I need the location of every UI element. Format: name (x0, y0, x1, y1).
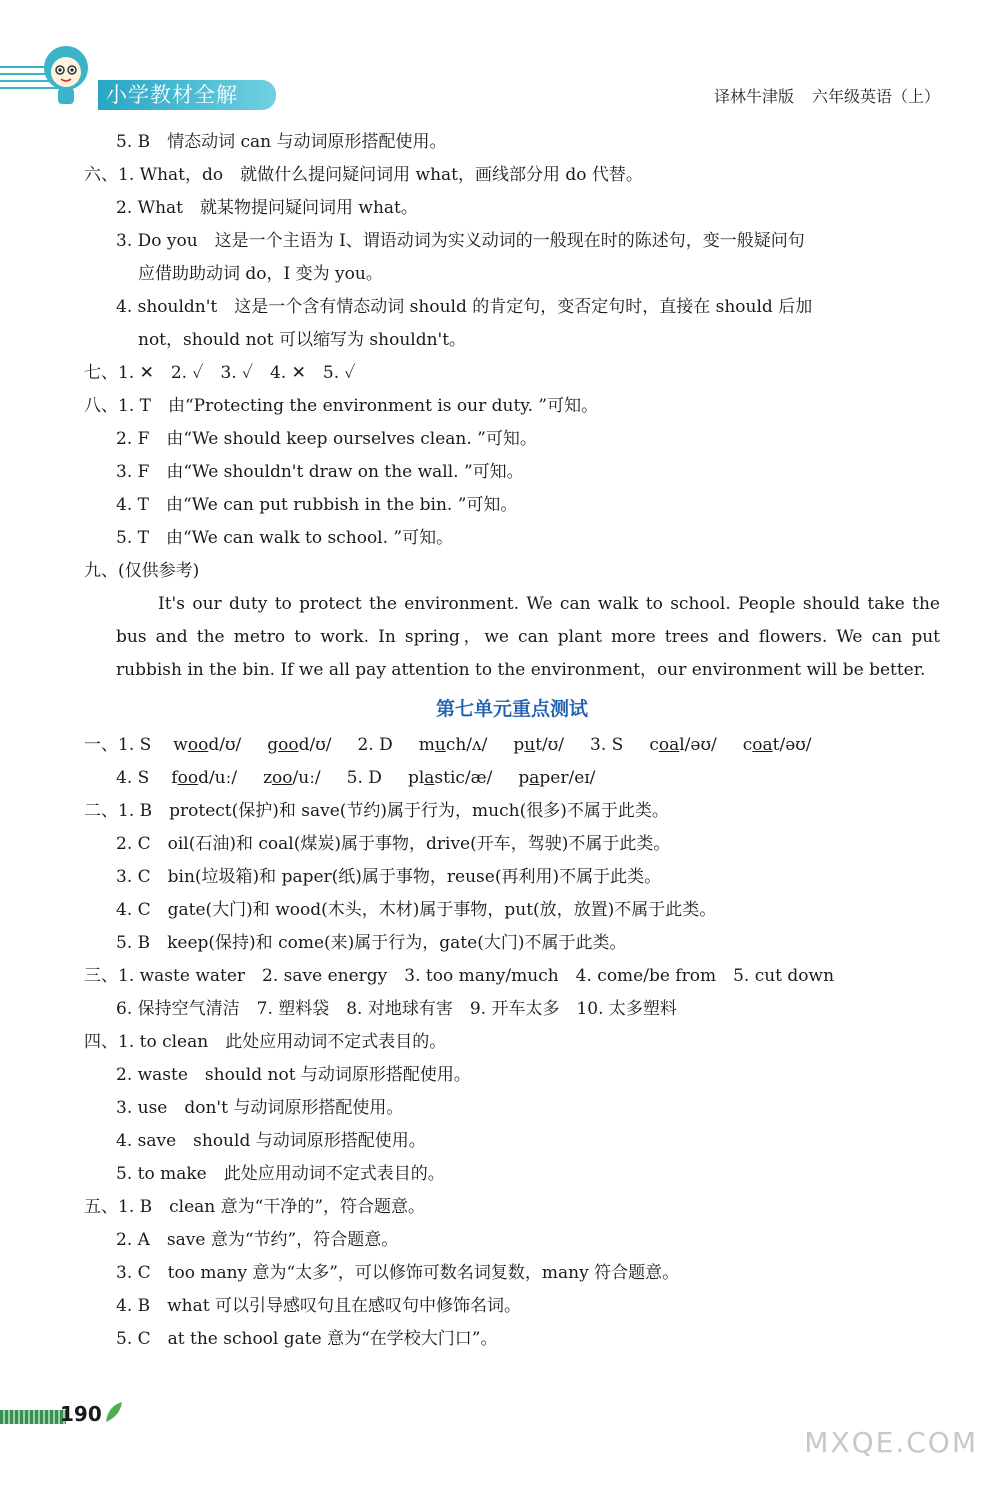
phonics-row-1-prefix: 一、1. S (84, 735, 152, 755)
watermark: MXQE.COM (804, 1426, 978, 1459)
phonics-word-start: p (518, 768, 530, 788)
phonics-word-start: pl (407, 768, 425, 788)
answer-line: 5. T 由“We can walk to school. ”可知。 (116, 528, 454, 548)
phonics-question-number: 3. S (590, 735, 624, 755)
phonics-row-2 (84, 762, 940, 795)
phonics-word-end: per/eɪ/ (539, 768, 596, 788)
phonics-word-end: stic/æ/ (434, 768, 493, 788)
answer-line: 5. to make 此处应用动词不定式表目的。 (116, 1164, 445, 1184)
answer-line: 九、(仅供参考) (84, 561, 200, 581)
mascot-icon (36, 40, 102, 110)
edition-label (696, 84, 940, 107)
grade-label: 六年级英语（上） (811, 87, 940, 106)
answer-line: 5. B 情态动词 can 与动词原形搭配使用。 (116, 132, 447, 152)
phonics-word-start: c (649, 735, 659, 755)
phonics-word-start: c (742, 735, 753, 755)
phonics-word (518, 768, 595, 788)
phonics-word-end: /uː/ (292, 768, 321, 788)
answer-line: 3. Do you 这是一个主语为 I、谓语动词为实义动词的一般现在时的陈述句，变一般疑问句 (116, 231, 805, 251)
answer-line: 七、1. ✕ 2. ✓ 3. ✓ 4. ✕ 5. ✓ (84, 363, 356, 383)
phonics-word (419, 735, 488, 755)
answer-line: 3. C bin(垃圾箱)和 paper(纸)属于事物，reuse(再利用)不属于此类。 (116, 867, 662, 887)
phonics-word (513, 735, 564, 755)
answer-line: 四、1. to clean 此处应用动词不定式表目的。 (84, 1032, 447, 1052)
answer-line: 5. B keep(保持)和 come(来)属于行为，gate(大门)不属于此类。 (116, 933, 627, 953)
phonics-word (408, 768, 492, 788)
answer-line: 2. waste should not 与动词原形搭配使用。 (116, 1065, 471, 1085)
phonics-word-start: f (171, 768, 178, 788)
phonics-question-number: 2. D (357, 735, 393, 755)
phonics-word (173, 735, 241, 755)
phonics-underlined-letters: u (524, 735, 536, 755)
phonics-word-end: l/əʊ/ (679, 735, 717, 755)
phonics-word (263, 768, 321, 788)
answer-line: 4. B what 可以引导感叹句且在感叹句中修饰名词。 (116, 1296, 521, 1316)
section-title: 第七单元重点测试 (435, 698, 588, 720)
answers-block-a (84, 126, 940, 588)
phonics-underlined-letters: oo (272, 768, 293, 788)
phonics-underlined-letters: oo (177, 768, 199, 788)
phonics-word-start: p (513, 735, 525, 755)
phonics-underlined-letters: oa (658, 735, 680, 755)
answer-line: not，should not 可以缩写为 shouldn't。 (138, 330, 467, 350)
phonics-underlined-letters: oa (752, 735, 773, 755)
answer-line: 三、1. waste water 2. save energy 3. too many/much 4. come/be from 5. cut down (84, 966, 835, 986)
answer-line: 应借助助动词 do，I 变为 you。 (138, 264, 383, 284)
phonics-row-1 (84, 729, 940, 762)
phonics-word-start: w (173, 735, 188, 755)
phonics-row-1-items (173, 735, 837, 755)
phonics-word-start: m (418, 735, 435, 755)
answer-line: 五、1. B clean 意为“干净的”，符合题意。 (84, 1197, 426, 1217)
answer-line: 4. save should 与动词原形搭配使用。 (116, 1131, 426, 1151)
phonics-word-end: d/uː/ (198, 768, 238, 788)
phonics-word (649, 735, 716, 755)
phonics-row-2-prefix: 4. S (116, 768, 150, 788)
footer-stripe (0, 1410, 66, 1424)
page-number: 190 (60, 1402, 102, 1426)
answer-line: 二、1. B protect(保护)和 save(节约)属于行为，much(很多)不属于此类。 (84, 801, 669, 821)
phonics-word (171, 768, 237, 788)
answer-line: 6. 保持空气清洁 7. 塑料袋 8. 对地球有害 9. 开车太多 10. 太多塑料 (116, 999, 677, 1019)
answers-block-b (84, 795, 940, 1356)
phonics-underlined-letters: oo (278, 735, 299, 755)
phonics-underlined-letters: oo (187, 735, 209, 755)
answer-line: 4. shouldn't 这是一个含有情态动词 should 的肯定句，变否定句时，直接在 should 后加 (116, 297, 813, 317)
phonics-word (743, 735, 812, 755)
phonics-word-end: t/əʊ/ (772, 735, 812, 755)
edition-name: 译林牛津版 (713, 87, 794, 106)
answer-line: 六、1. What，do 就做什么提问疑问词用 what，画线部分用 do 代替。 (84, 165, 643, 185)
answer-line: 3. use don't 与动词原形搭配使用。 (116, 1098, 404, 1118)
phonics-question-number: 5. D (346, 768, 382, 788)
phonics-row-2-items (171, 768, 621, 788)
answer-line: 3. F 由“We shouldn't draw on the wall. ”可知。 (116, 462, 524, 482)
reference-essay: It's our duty to protect the environment. We can walk to school. People should take the bus and the metro to work. In spring，we can plant more trees and flowers. We can put rubbish in the bin. If we all pay attention to the environment，our environment will be better. (116, 594, 940, 680)
leaf-icon (104, 1400, 124, 1424)
brand-title: 小学教材全解 (98, 80, 276, 110)
phonics-word-end: d/ʊ/ (298, 735, 332, 755)
phonics-underlined-letters: u (434, 735, 446, 755)
answer-line: 八、1. T 由“Protecting the environment is our duty. ”可知。 (84, 396, 599, 416)
phonics-underlined-letters: a (424, 768, 435, 788)
phonics-word-end: d/ʊ/ (208, 735, 242, 755)
answer-line: 2. C oil(石油)和 coal(煤炭)属于事物，drive(开车，驾驶)不属于此类。 (116, 834, 671, 854)
answer-line: 2. A save 意为“节约”，符合题意。 (116, 1230, 399, 1250)
answer-line: 4. T 由“We can put rubbish in the bin. ”可知。 (116, 495, 518, 515)
phonics-word (267, 735, 331, 755)
answer-line: 3. C too many 意为“太多”，可以修饰可数名词复数，many 符合题意。 (116, 1263, 680, 1283)
answer-line: 5. C at the school gate 意为“在学校大门口”。 (116, 1329, 498, 1349)
phonics-underlined-letters: a (529, 768, 540, 788)
answer-line: 2. What 就某物提问疑问词用 what。 (116, 198, 418, 218)
answer-line: 4. C gate(大门)和 wood(木头，木材)属于事物，put(放，放置)不属于此类。 (116, 900, 717, 920)
phonics-word-end: ch/ʌ/ (445, 735, 488, 755)
page-header (0, 0, 1000, 120)
answer-line: 2. F 由“We should keep ourselves clean. ”可知。 (116, 429, 537, 449)
answer-content (84, 126, 940, 1356)
phonics-word-start: g (267, 735, 279, 755)
phonics-word-end: t/ʊ/ (535, 735, 565, 755)
phonics-word-start: z (263, 768, 273, 788)
